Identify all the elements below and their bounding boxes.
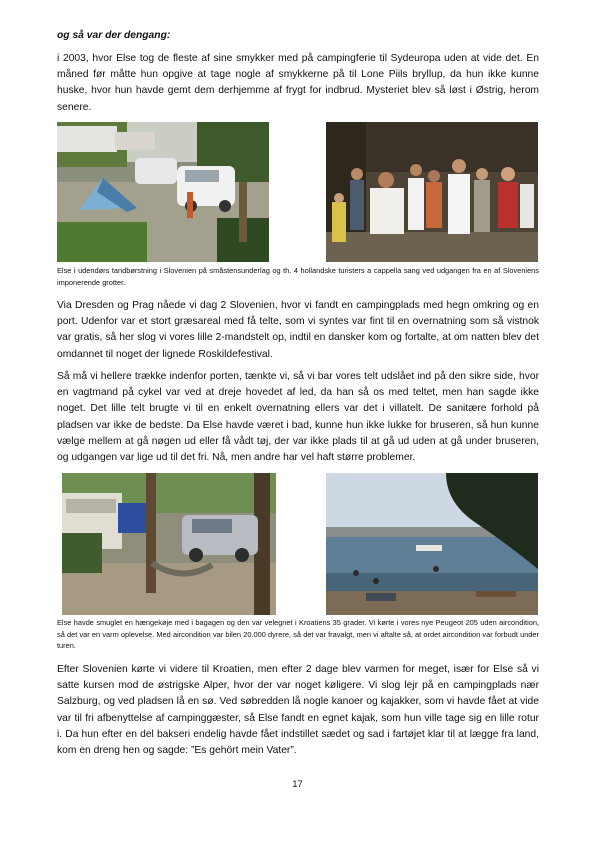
paragraph-2: Via Dresden og Prag nåede vi dag 2 Slovenien, hvor vi fandt en campingplads med hegn omkring og en port. Udenfor var et stort græsareal med få telte, som vi syntes var fint til en overnatning som så vistnok var gratis, så her slog vi vores lille 2-mandstelt op, indtil en dansker kom og fortalte, at om natten blev det omdannet til noget der lignede Roskildefestival. xyxy=(57,300,539,360)
paragraph-3: Så må vi hellere trække indenfor porten, tænkte vi, så vi bar vores telt udslået ind på den sikre side, hvor en vagtmand på cykel var ved at dreje hovedet af led, da han så os med teltet, men han sagde ikke noget. Det lille telt brugte vi til en enkelt overnatning ellers var det i villatelt. De sanitære forhold på pladsen var ikke de bedste. Da Else havde været i bad, kunne hun ikke lukke for bruseren, så hun kunne vælge mellem at gå nøgen ud eller få vådt tøj, der var ikke plads til at gå ud uden at gå under bruseren, og udgangen var lige ud til det fri. Nå, men andre har vel haft større problemer. xyxy=(57,371,539,464)
paragraph-4: Efter Slovenien kørte vi videre til Kroatien, men efter 2 dage blev varmen for meget, især for Else så vi satte kursen mod de østrigske Alper, hvor der var noget køligere. Vi slog lejr på en campingplads nær Salzburg, og ved pladsen lå en sø. Ved søbredden lå nogle kanoer og kajakker, som vi havde fået at vide var til fri afbenyttelse af campinggæster, så Else fandt en egnet kajak, som hun ville tage sig en lille rotur i. Da hun efter en del bakseri endelig havde fået indstillet sædet og sad i fartøjet klar til at lægge fra land, kom en dreng hen og sagde: ”Es gehört mein Vater”. xyxy=(57,664,539,757)
photo-hammock-croatia xyxy=(62,473,276,615)
photo-campsite-slovenia xyxy=(57,122,269,262)
photo-caption-1: Else i udendørs tandbørstning i Slovenien på småstensunderlag og th. 4 hollandske turisters a cappella sang ved udgangen fra en af Sloveniens imponerende grotter. xyxy=(57,266,539,287)
paragraph-1: i 2003, hvor Else tog de fleste af sine smykker med på campingferie til Sydeuropa uden at vide det. En måned før måtte hun opgive at tage nogle af smykkerne på til Lone Piils bryllup, da hun ikke kunne huske, hvor hun havde gemt dem derhjemme af frygt for indbrud. Mysteriet blev så løst i Østrig, herom senere. xyxy=(57,53,539,113)
photo-tourists-cave xyxy=(326,122,538,262)
section-heading: og så var der dengang: xyxy=(57,30,171,41)
page-number: 17 xyxy=(292,779,303,790)
photo-caption-2: Else havde smuglet en hængekøje med i bagagen og den var velegnet i Kroatiens 35 grader. Vi kørte i vores nye Peugeot 205 uden aircondition, så det var en varm oplevelse. Med aircondition var bilen 20.000 dyrere, så det var fravalgt, men vi aftalte så, at ordet aircondition var forbudt under turen. xyxy=(57,618,539,651)
photo-beach-sea xyxy=(326,473,538,615)
